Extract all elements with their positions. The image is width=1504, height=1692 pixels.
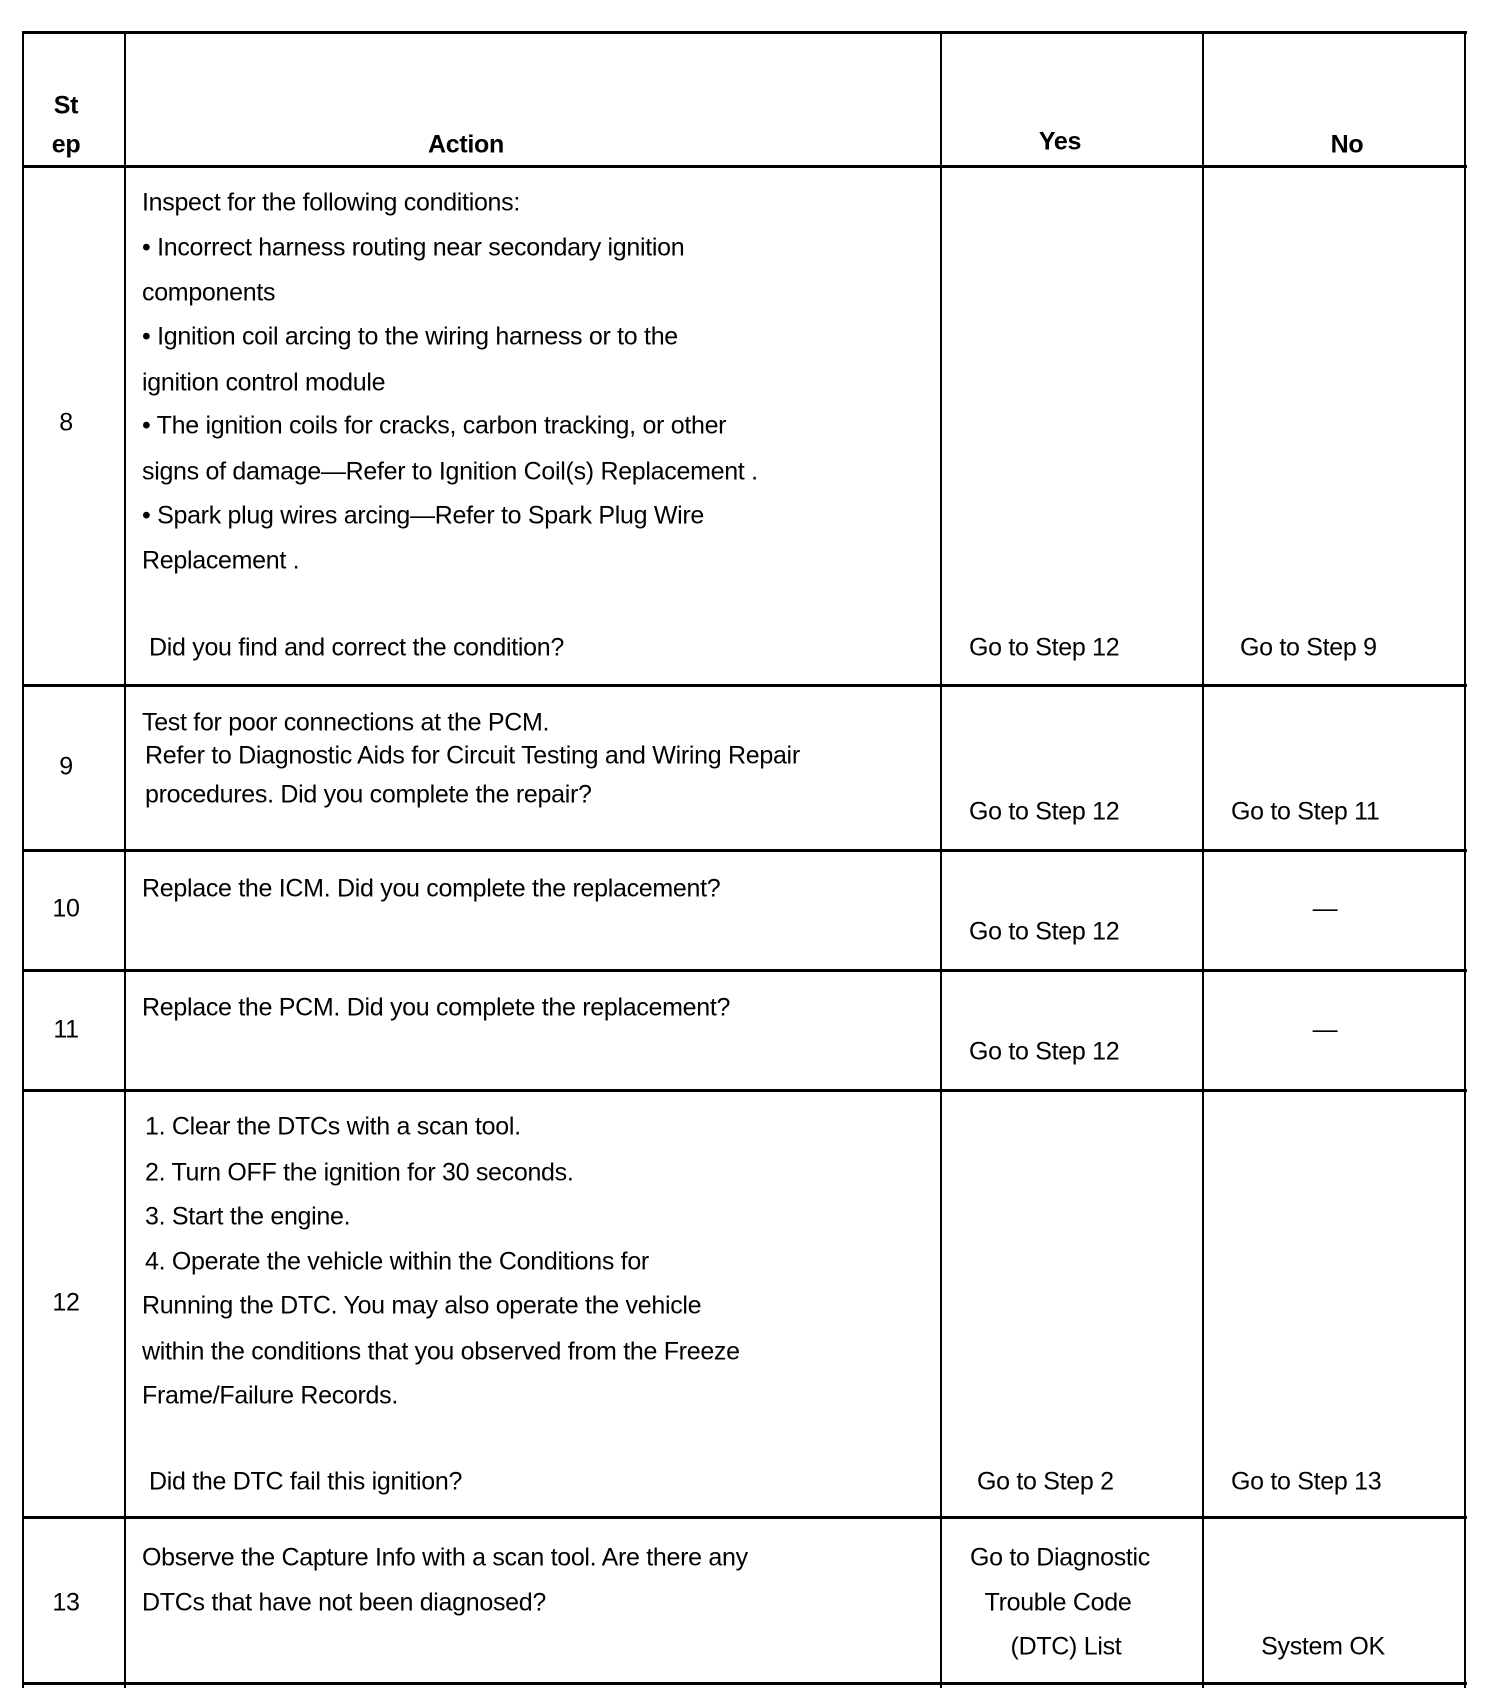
action-line: • The ignition coils for cracks, carbon tracking, or other xyxy=(142,411,727,440)
yes-result-line: (DTC) List xyxy=(1010,1632,1122,1661)
step-number: 12 xyxy=(52,1288,80,1317)
no-result: — xyxy=(1312,1015,1338,1044)
step-number: 11 xyxy=(53,1015,79,1044)
action-line: Replace the ICM. Did you complete the replacement? xyxy=(142,874,721,903)
step-number: 10 xyxy=(52,894,80,923)
yes-result: Go to Step 12 xyxy=(969,797,1120,826)
action-line: 3. Start the engine. xyxy=(145,1202,351,1231)
yes-result: Go to Step 12 xyxy=(969,633,1120,662)
action-line: Inspect for the following conditions: xyxy=(142,188,521,217)
row-divider xyxy=(22,969,1467,972)
row-divider xyxy=(22,1516,1467,1519)
action-line: Refer to Diagnostic Aids for Circuit Testing and Wiring Repair xyxy=(145,741,800,770)
action-line: Frame/Failure Records. xyxy=(142,1381,398,1410)
step-number: 9 xyxy=(59,752,73,781)
action-line: Running the DTC. You may also operate the vehicle xyxy=(142,1291,702,1320)
no-result: Go to Step 13 xyxy=(1231,1467,1382,1496)
column-divider xyxy=(22,32,24,1688)
table-border-top xyxy=(22,31,1467,34)
action-line: DTCs that have not been diagnosed? xyxy=(142,1588,546,1617)
row-divider xyxy=(22,1089,1467,1092)
action-line: • Incorrect harness routing near secondary ignition xyxy=(142,233,685,262)
header-divider xyxy=(22,165,1467,168)
row-divider xyxy=(22,684,1467,687)
yes-result: Go to Step 2 xyxy=(977,1467,1114,1496)
action-line: within the conditions that you observed from the Freeze xyxy=(142,1337,740,1366)
yes-result: Go to Step 12 xyxy=(969,1037,1120,1066)
table-border-bottom xyxy=(22,1682,1467,1685)
no-result: Go to Step 11 xyxy=(1231,797,1380,826)
header-step-line2: ep xyxy=(51,130,81,159)
action-line: 2. Turn OFF the ignition for 30 seconds. xyxy=(145,1158,574,1187)
column-divider xyxy=(1464,32,1466,1688)
yes-result-line: Trouble Code xyxy=(984,1588,1132,1617)
no-result: — xyxy=(1312,894,1338,923)
action-line: Replacement . xyxy=(142,546,300,575)
yes-result-line: Go to Diagnostic xyxy=(969,1543,1151,1572)
action-line: 4. Operate the vehicle within the Conditions for xyxy=(145,1247,649,1276)
action-line: procedures. Did you complete the repair? xyxy=(145,780,592,809)
action-line: 1. Clear the DTCs with a scan tool. xyxy=(145,1112,521,1141)
yes-result: Go to Step 12 xyxy=(969,917,1120,946)
action-line: signs of damage—Refer to Ignition Coil(s) Replacement . xyxy=(142,457,758,486)
column-divider xyxy=(940,32,942,1688)
column-divider xyxy=(1202,32,1204,1688)
action-line: Observe the Capture Info with a scan tool. Are there any xyxy=(142,1543,748,1572)
action-line: • Spark plug wires arcing—Refer to Spark Plug Wire xyxy=(142,501,705,530)
action-line: components xyxy=(142,278,276,307)
column-divider xyxy=(124,32,126,1688)
action-line: Test for poor connections at the PCM. xyxy=(142,708,550,737)
action-line: • Ignition coil arcing to the wiring harness or to the xyxy=(142,322,678,351)
action-line: Replace the PCM. Did you complete the replacement? xyxy=(142,993,731,1022)
action-question: Did the DTC fail this ignition? xyxy=(149,1467,463,1496)
no-result: System OK xyxy=(1261,1632,1385,1661)
header-step-line1: St xyxy=(53,91,79,120)
action-line: ignition control module xyxy=(142,368,386,397)
step-number: 8 xyxy=(59,408,73,437)
action-question: Did you find and correct the condition? xyxy=(149,633,564,662)
header-no: No xyxy=(1330,130,1364,159)
no-result: Go to Step 9 xyxy=(1240,633,1377,662)
header-action: Action xyxy=(428,130,504,159)
row-divider xyxy=(22,849,1467,852)
step-number: 13 xyxy=(52,1588,80,1617)
header-yes: Yes xyxy=(1038,127,1082,156)
